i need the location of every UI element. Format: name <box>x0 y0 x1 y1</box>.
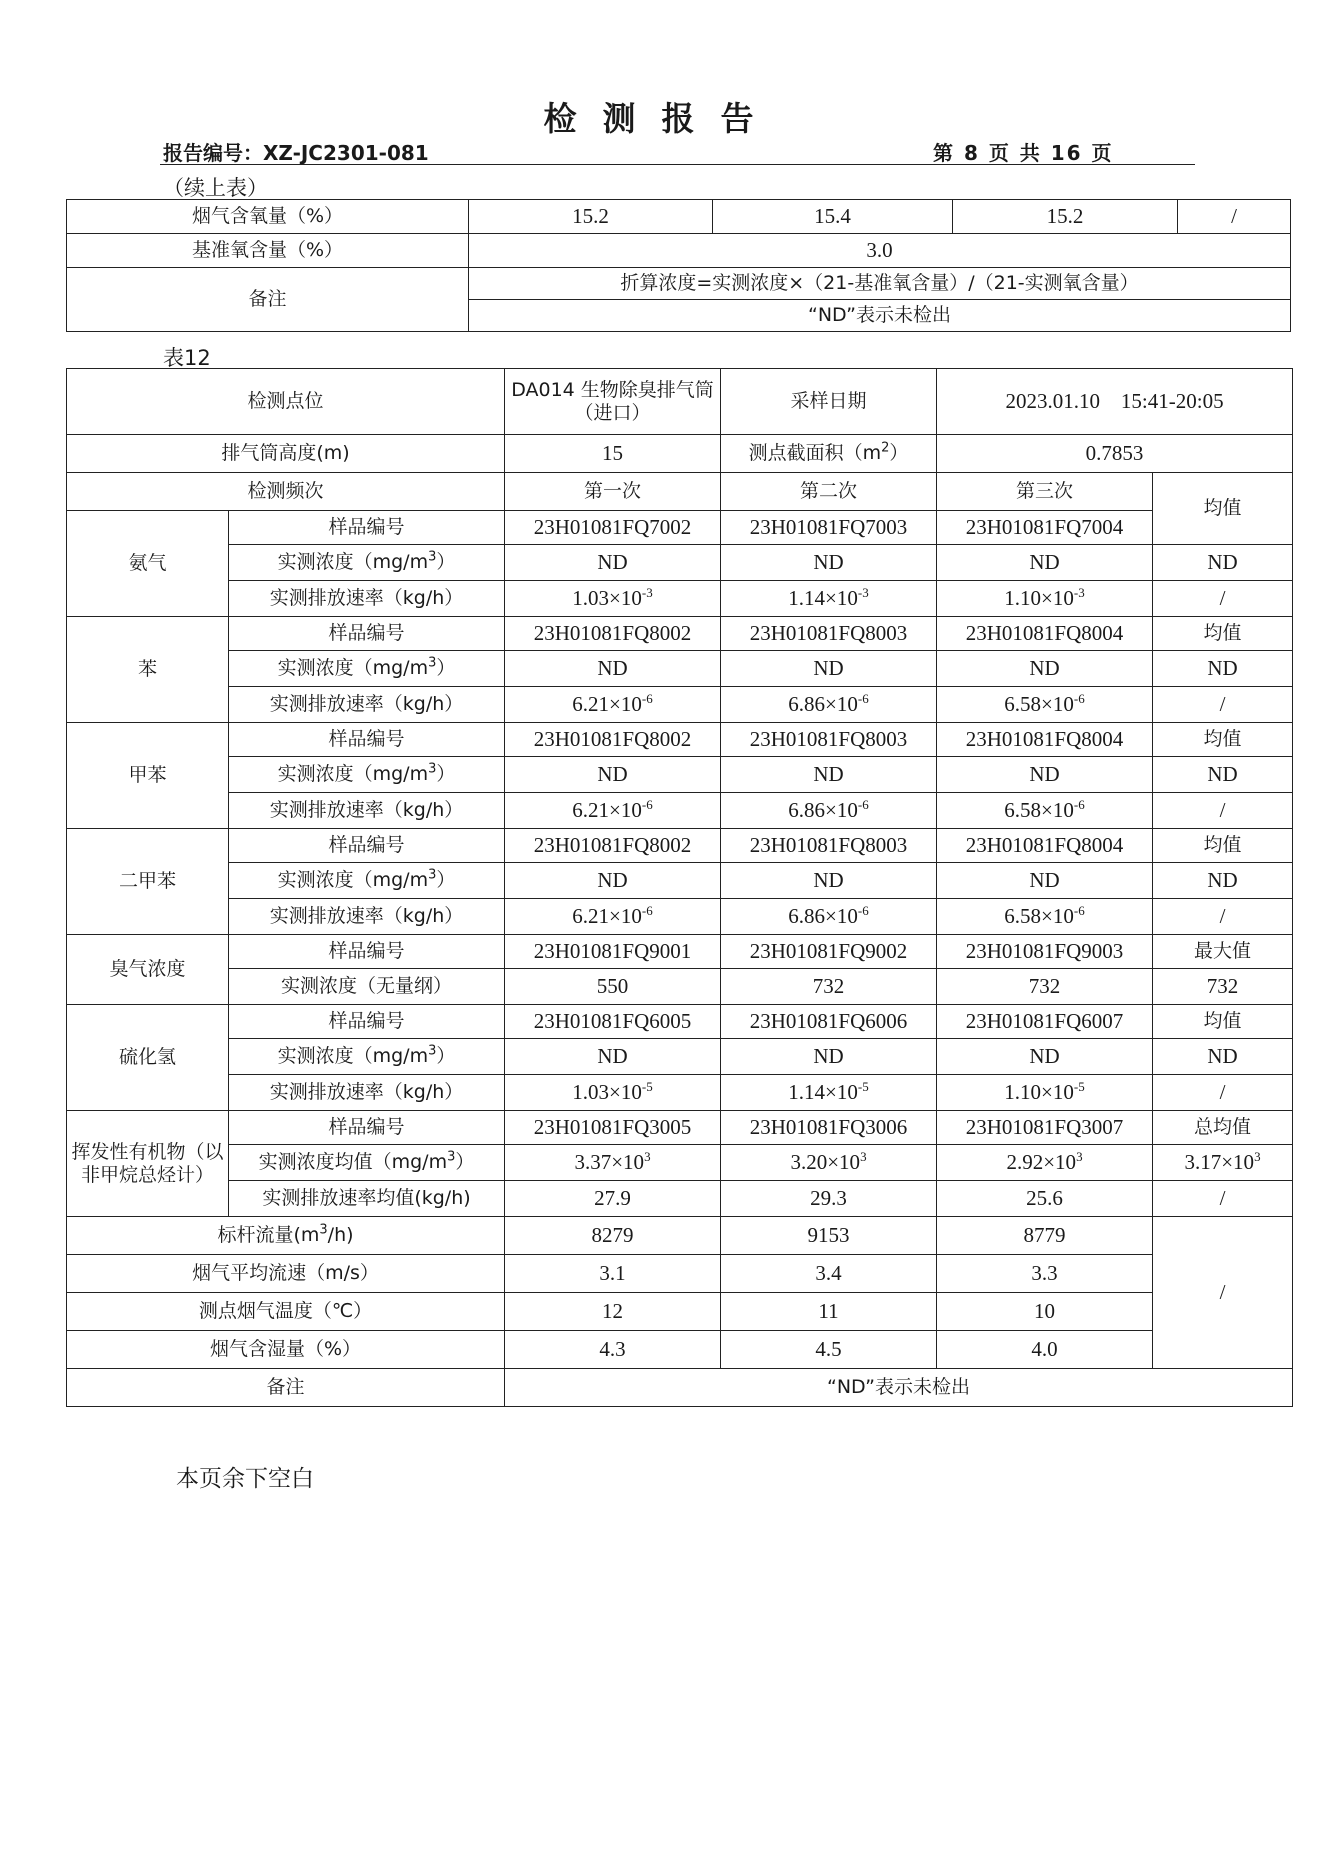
date-label: 采样日期 <box>721 369 937 435</box>
analyte-name: 苯 <box>67 617 229 723</box>
continued-remark-label: 备注 <box>67 268 469 332</box>
aggregate-label: 均值 <box>1153 1005 1293 1039</box>
continued-table <box>66 199 1291 332</box>
analyte-name: 挥发性有机物（以非甲烷总烃计） <box>67 1111 229 1217</box>
sample-id: 23H01081FQ8003 <box>721 829 937 863</box>
sample-id: 23H01081FQ7002 <box>505 511 721 545</box>
row-label: 实测排放速率（kg/h） <box>229 793 505 829</box>
measured-value: ND <box>937 863 1153 899</box>
page-blank-note: 本页余下空白 <box>176 1466 314 1492</box>
analyte-name: 硫化氢 <box>67 1005 229 1111</box>
header-rule <box>160 164 1195 165</box>
aggregate-value: / <box>1153 1181 1293 1217</box>
sample-id: 23H01081FQ3005 <box>505 1111 721 1145</box>
measured-value: $3.37\times 10^3$ <box>505 1145 721 1181</box>
sample-id: 23H01081FQ8002 <box>505 723 721 757</box>
analyte-name: 氨气 <box>67 511 229 617</box>
row-label: 样品编号 <box>229 723 505 757</box>
freq-3: 第三次 <box>937 473 1153 511</box>
oxygen-value-avg: / <box>1178 200 1291 234</box>
ref-oxygen-label: 基准氧含量（%） <box>67 234 469 268</box>
sample-id: 23H01081FQ6006 <box>721 1005 937 1039</box>
row-label: 样品编号 <box>229 511 505 545</box>
measured-value: $1.14\times 10^{-3}$ <box>721 581 937 617</box>
flow-label: 测点烟气温度（℃） <box>67 1293 505 1331</box>
row-label: 样品编号 <box>229 1111 505 1145</box>
table12 <box>66 368 1293 1407</box>
continued-caption: （续上表） <box>163 176 268 200</box>
aggregate-value: / <box>1153 687 1293 723</box>
sample-id: 23H01081FQ8003 <box>721 723 937 757</box>
row-label: 样品编号 <box>229 935 505 969</box>
row-label: 实测排放速率（kg/h） <box>229 687 505 723</box>
measured-value: ND <box>721 757 937 793</box>
continued-remark-nd: “ND”表示未检出 <box>469 300 1291 332</box>
measured-value: $6.86\times 10^{-6}$ <box>721 899 937 935</box>
aggregate-value: / <box>1153 1075 1293 1111</box>
measured-value: ND <box>505 545 721 581</box>
measured-value: $6.86\times 10^{-6}$ <box>721 793 937 829</box>
flow-value: 12 <box>505 1293 721 1331</box>
height-value: 15 <box>505 435 721 473</box>
measured-value: ND <box>937 651 1153 687</box>
report-number: 报告编号：XZ-JC2301-081 <box>163 141 429 165</box>
measured-value: 29.3 <box>721 1181 937 1217</box>
row-label: 实测浓度$(mg/m^3)$ <box>229 545 505 581</box>
sample-id: 23H01081FQ8004 <box>937 723 1153 757</box>
measured-value: ND <box>937 757 1153 793</box>
sample-id: 23H01081FQ7004 <box>937 511 1153 545</box>
row-label: 实测浓度（无量纲） <box>229 969 505 1005</box>
aggregate-label: 均值 <box>1153 723 1293 757</box>
date-value: 2023.01.10 15:41-20:05 <box>937 369 1293 435</box>
measured-value: $1.10\times 10^{-5}$ <box>937 1075 1153 1111</box>
aggregate-label: 总均值 <box>1153 1111 1293 1145</box>
table12-caption: 表12 <box>163 346 211 370</box>
measured-value: $6.58\times 10^{-6}$ <box>937 793 1153 829</box>
flow-value: 3.4 <box>721 1255 937 1293</box>
measured-value: $1.10\times 10^{-3}$ <box>937 581 1153 617</box>
aggregate-label: 均值 <box>1153 473 1293 545</box>
flow-value: 3.3 <box>937 1255 1153 1293</box>
measured-value: ND <box>937 545 1153 581</box>
analyte-name: 二甲苯 <box>67 829 229 935</box>
row-label: 样品编号 <box>229 829 505 863</box>
aggregate-value: / <box>1153 793 1293 829</box>
flow-value: 8779 <box>937 1217 1153 1255</box>
measured-value: $6.58\times 10^{-6}$ <box>937 687 1153 723</box>
flow-value: 3.1 <box>505 1255 721 1293</box>
flow-value: 10 <box>937 1293 1153 1331</box>
row-label: 实测浓度$(mg/m^3)$ <box>229 863 505 899</box>
measured-value: $6.21\times 10^{-6}$ <box>505 687 721 723</box>
aggregate-value: ND <box>1153 757 1293 793</box>
analyte-name: 甲苯 <box>67 723 229 829</box>
measured-value: $2.92\times 10^3$ <box>937 1145 1153 1181</box>
area-label: 测点截面积$(m^2)$ <box>721 435 937 473</box>
measured-value: $1.14\times 10^{-5}$ <box>721 1075 937 1111</box>
measured-value: $1.03\times 10^{-5}$ <box>505 1075 721 1111</box>
aggregate-value: / <box>1153 899 1293 935</box>
sample-id: 23H01081FQ3006 <box>721 1111 937 1145</box>
table12-remark-label: 备注 <box>67 1369 505 1407</box>
flow-value: 4.0 <box>937 1331 1153 1369</box>
sample-id: 23H01081FQ8003 <box>721 617 937 651</box>
measured-value: $6.58\times 10^{-6}$ <box>937 899 1153 935</box>
aggregate-label: 最大值 <box>1153 935 1293 969</box>
page-indicator: 第 8 页 共 16 页 <box>933 141 1114 165</box>
measured-value: ND <box>937 1039 1153 1075</box>
flow-value: 4.3 <box>505 1331 721 1369</box>
aggregate-value: ND <box>1153 651 1293 687</box>
measured-value: 27.9 <box>505 1181 721 1217</box>
sample-id: 23H01081FQ7003 <box>721 511 937 545</box>
analyte-name: 臭气浓度 <box>67 935 229 1005</box>
oxygen-value-1: 15.2 <box>469 200 713 234</box>
continued-remark-formula: 折算浓度=实测浓度×（21-基准氧含量）/（21-实测氧含量） <box>469 268 1291 300</box>
measured-value: ND <box>721 545 937 581</box>
measured-value: ND <box>505 1039 721 1075</box>
aggregate-value: ND <box>1153 1039 1293 1075</box>
sample-id: 23H01081FQ6007 <box>937 1005 1153 1039</box>
measured-value: 732 <box>937 969 1153 1005</box>
aggregate-value: ND <box>1153 545 1293 581</box>
sample-id: 23H01081FQ3007 <box>937 1111 1153 1145</box>
oxygen-value-3: 15.2 <box>953 200 1178 234</box>
measured-value: $6.21\times 10^{-6}$ <box>505 899 721 935</box>
measured-value: $6.21\times 10^{-6}$ <box>505 793 721 829</box>
row-label: 样品编号 <box>229 617 505 651</box>
measured-value: 550 <box>505 969 721 1005</box>
row-label: 实测浓度$(mg/m^3)$ <box>229 1039 505 1075</box>
measured-value: ND <box>505 757 721 793</box>
aggregate-value: $3.17\times 10^3$ <box>1153 1145 1293 1181</box>
sample-id: 23H01081FQ9003 <box>937 935 1153 969</box>
row-label: 实测排放速率（kg/h） <box>229 1075 505 1111</box>
sample-id: 23H01081FQ8002 <box>505 829 721 863</box>
freq-1: 第一次 <box>505 473 721 511</box>
freq-2: 第二次 <box>721 473 937 511</box>
sample-id: 23H01081FQ6005 <box>505 1005 721 1039</box>
flow-value: 8279 <box>505 1217 721 1255</box>
measured-value: $6.86\times 10^{-6}$ <box>721 687 937 723</box>
flow-value: 4.5 <box>721 1331 937 1369</box>
sample-id: 23H01081FQ9001 <box>505 935 721 969</box>
table12-remark-value: “ND”表示未检出 <box>505 1369 1293 1407</box>
row-label: 实测浓度$(mg/m^3)$ <box>229 651 505 687</box>
measured-value: 25.6 <box>937 1181 1153 1217</box>
flow-label: 烟气平均流速（m/s） <box>67 1255 505 1293</box>
measured-value: ND <box>721 651 937 687</box>
sample-id: 23H01081FQ9002 <box>721 935 937 969</box>
row-label: 样品编号 <box>229 1005 505 1039</box>
measured-value: ND <box>721 1039 937 1075</box>
measured-value: 732 <box>721 969 937 1005</box>
row-label: 实测浓度均值$(mg/m^3)$ <box>229 1145 505 1181</box>
area-value: 0.7853 <box>937 435 1293 473</box>
sample-id: 23H01081FQ8004 <box>937 829 1153 863</box>
measured-value: ND <box>505 651 721 687</box>
row-label: 实测排放速率（kg/h） <box>229 899 505 935</box>
flow-value: 9153 <box>721 1217 937 1255</box>
freq-label: 检测频次 <box>67 473 505 511</box>
row-label: 实测浓度$(mg/m^3)$ <box>229 757 505 793</box>
flow-label: 烟气含湿量（%） <box>67 1331 505 1369</box>
sample-id: 23H01081FQ8004 <box>937 617 1153 651</box>
measured-value: $1.03\times 10^{-3}$ <box>505 581 721 617</box>
aggregate-value: / <box>1153 581 1293 617</box>
report-title: 检测报告 <box>543 99 780 138</box>
ref-oxygen-value: 3.0 <box>469 234 1291 268</box>
flow-value: 11 <box>721 1293 937 1331</box>
aggregate-value: ND <box>1153 863 1293 899</box>
measured-value: ND <box>721 863 937 899</box>
height-label: 排气筒高度(m) <box>67 435 505 473</box>
oxygen-label: 烟气含氧量（%） <box>67 200 469 234</box>
oxygen-value-2: 15.4 <box>713 200 953 234</box>
aggregate-label: 均值 <box>1153 617 1293 651</box>
point-value: DA014 生物除臭排气筒（进口） <box>505 369 721 435</box>
sample-id: 23H01081FQ8002 <box>505 617 721 651</box>
flow-label: 标杆流量$(m^3/h)$ <box>67 1217 505 1255</box>
row-label: 实测排放速率均值(kg/h) <box>229 1181 505 1217</box>
measured-value: ND <box>505 863 721 899</box>
aggregate-value: 732 <box>1153 969 1293 1005</box>
flow-aggregate: / <box>1153 1217 1293 1369</box>
point-label: 检测点位 <box>67 369 505 435</box>
measured-value: $3.20\times 10^3$ <box>721 1145 937 1181</box>
aggregate-label: 均值 <box>1153 829 1293 863</box>
row-label: 实测排放速率（kg/h） <box>229 581 505 617</box>
